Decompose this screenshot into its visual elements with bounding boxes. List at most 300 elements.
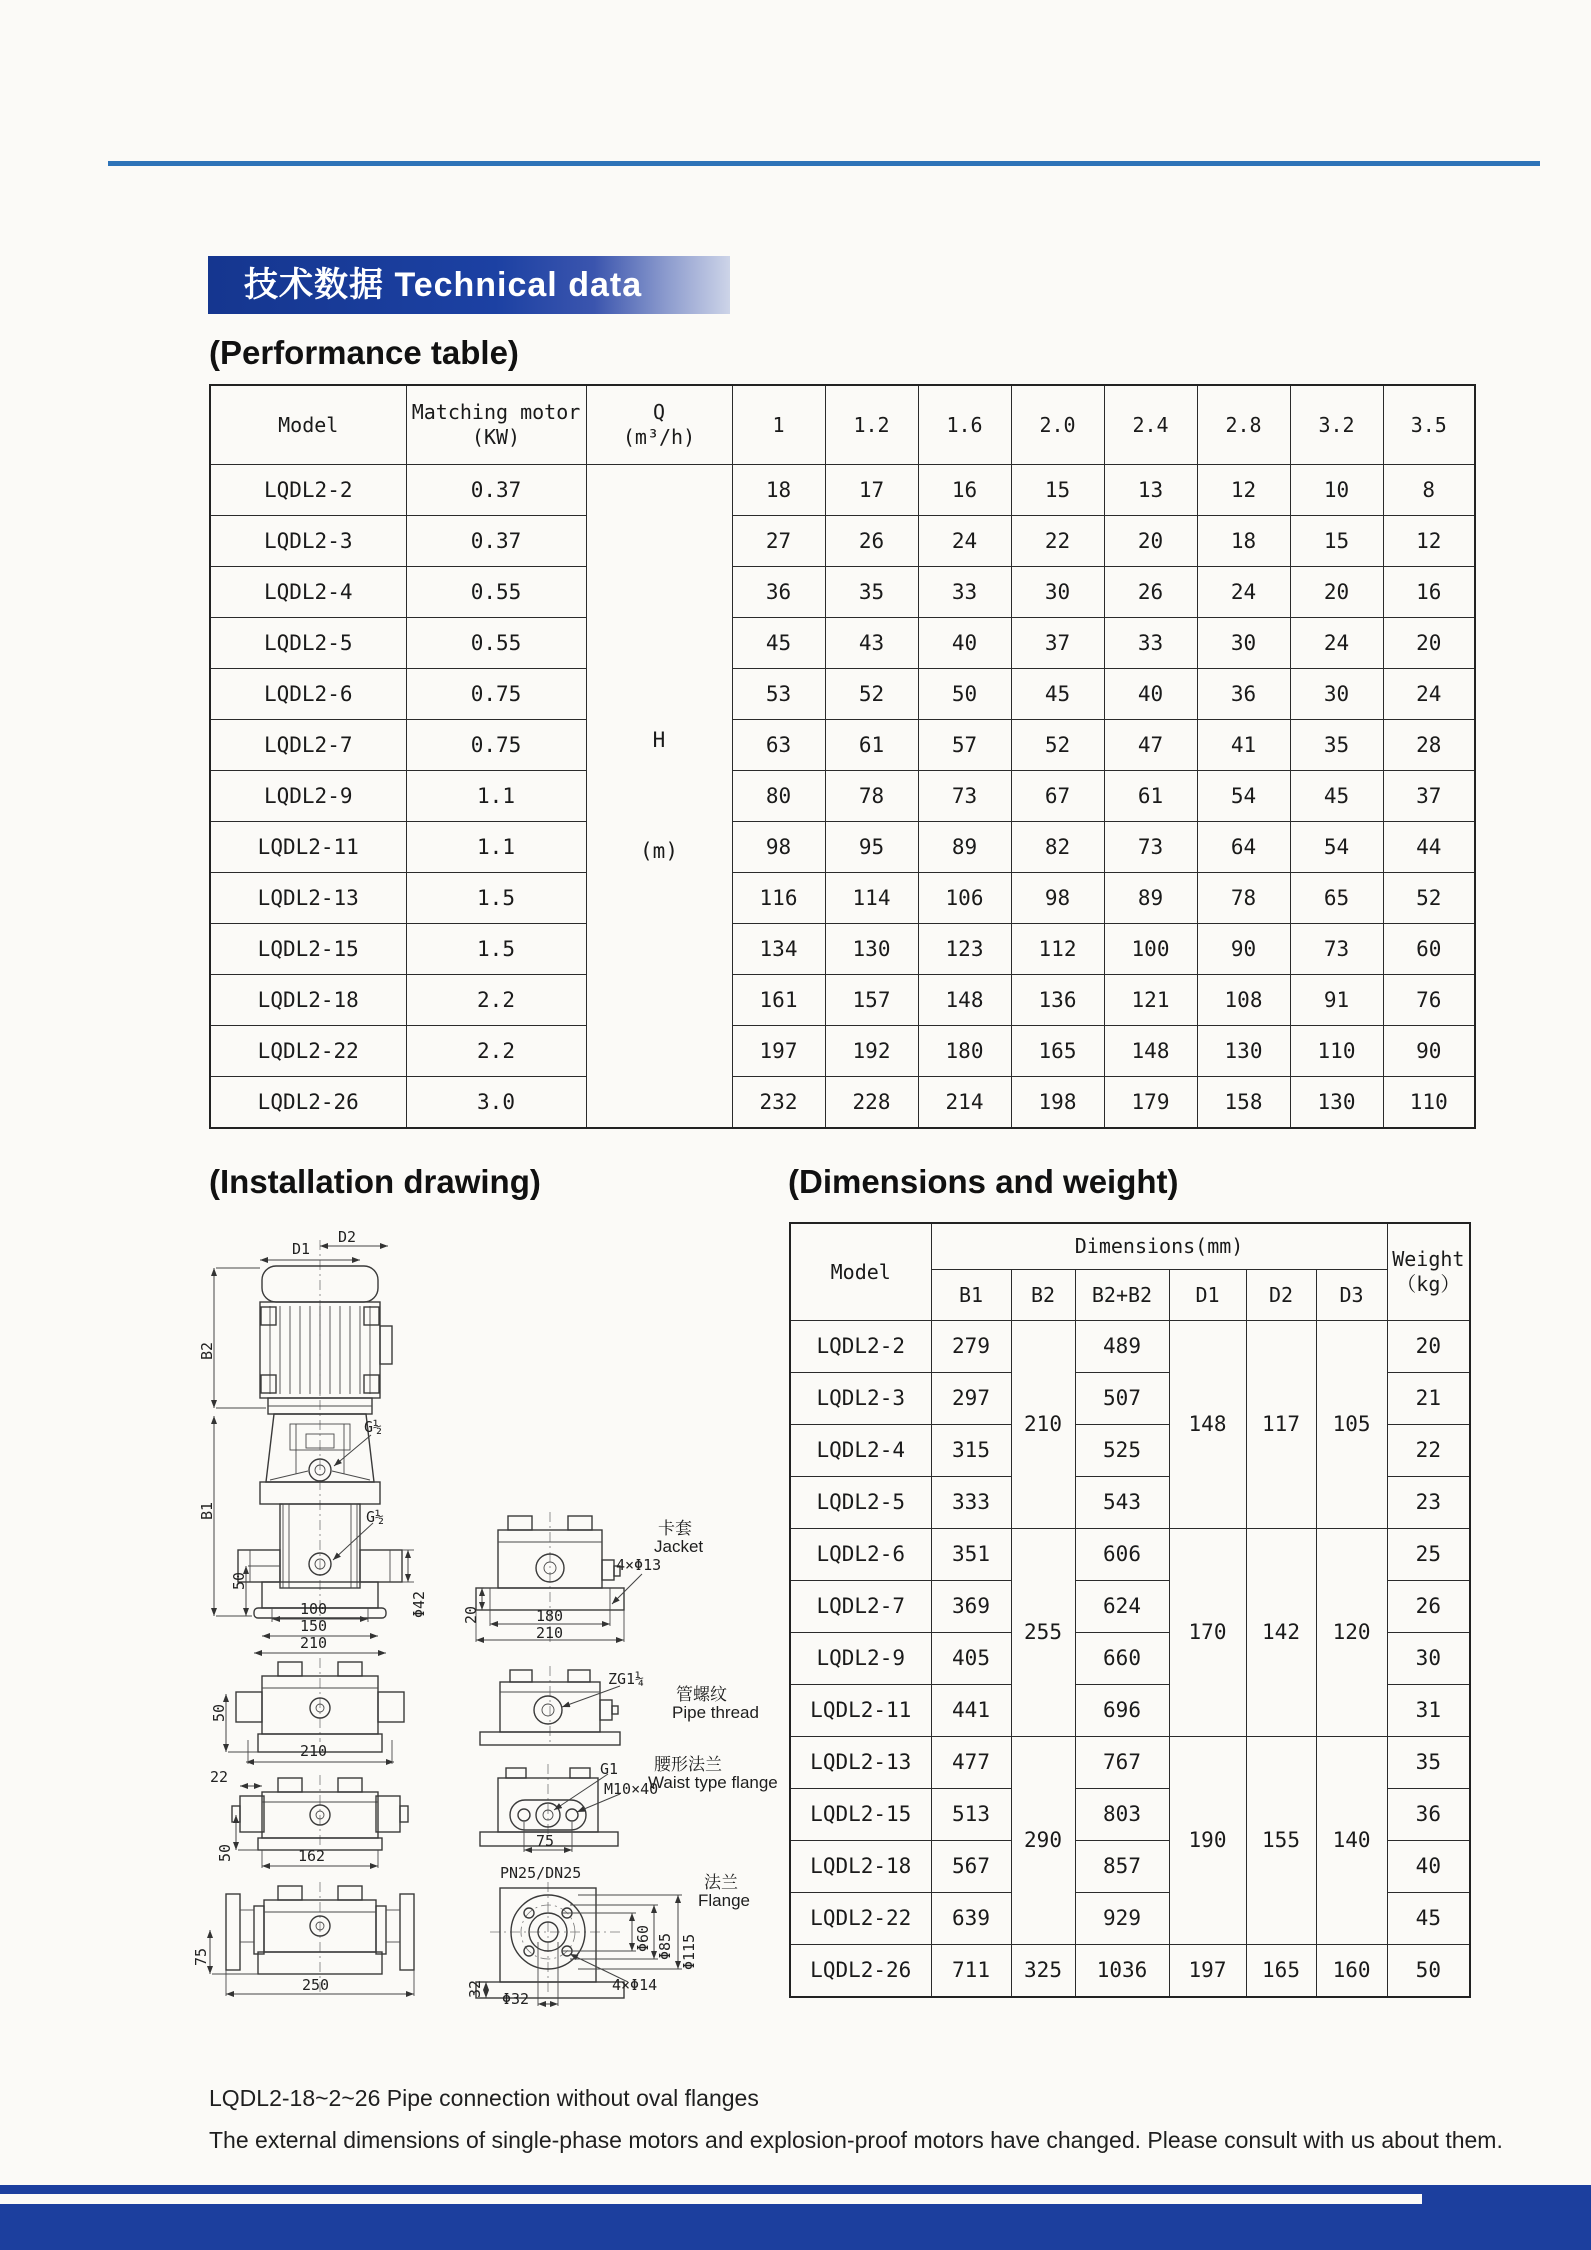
col-header-weight — [1387, 1223, 1470, 1320]
cell-head-value: 90 — [1197, 924, 1290, 975]
cell-motor-kw: 1.1 — [406, 822, 586, 873]
performance-row — [210, 720, 1475, 771]
cell-b1: 405 — [931, 1632, 1011, 1684]
cell-model: LQDL2-2 — [790, 1320, 931, 1372]
cell-head-value: 165 — [1011, 1026, 1104, 1077]
cell-head-value: 20 — [1290, 567, 1383, 618]
col-header-dim: D3 — [1316, 1269, 1387, 1320]
cell-head-value: 73 — [918, 771, 1011, 822]
cell-model: LQDL2-6 — [790, 1528, 931, 1580]
weight-header-line2: （kg） — [1396, 1271, 1461, 1296]
cell-b1: 279 — [931, 1320, 1011, 1372]
cell-motor-kw: 0.55 — [406, 618, 586, 669]
drawing-label-waist-en: Waist type flange — [648, 1773, 778, 1792]
cell-head-value: 40 — [918, 618, 1011, 669]
cell-model: LQDL2-18 — [210, 975, 406, 1026]
drawing-label-jacket-en: Jacket — [654, 1537, 704, 1556]
cell-model: LQDL2-5 — [210, 618, 406, 669]
cell-head-value: 24 — [1197, 567, 1290, 618]
cell-motor-kw: 1.1 — [406, 771, 586, 822]
cell-d3: 140 — [1316, 1736, 1387, 1944]
cell-model: LQDL2-11 — [790, 1684, 931, 1736]
performance-row — [210, 1077, 1475, 1129]
performance-row — [210, 771, 1475, 822]
cell-weight: 35 — [1387, 1736, 1470, 1788]
performance-row — [210, 1026, 1475, 1077]
head-unit: (m) — [640, 839, 678, 863]
cell-model: LQDL2-4 — [210, 567, 406, 618]
col-header-dim: D1 — [1169, 1269, 1246, 1320]
cell-b1: 711 — [931, 1944, 1011, 1997]
cell-b1: 333 — [931, 1476, 1011, 1528]
main-pump-view — [214, 1240, 414, 1653]
cell-head-value: 52 — [1383, 873, 1475, 924]
dimensions-table — [789, 1222, 1471, 1998]
cell-head-value: 54 — [1290, 822, 1383, 873]
cell-head-unit-label — [586, 465, 732, 1129]
cell-model: LQDL2-26 — [210, 1077, 406, 1129]
cell-head-value: 73 — [1104, 822, 1197, 873]
cell-b2b2: 624 — [1075, 1580, 1169, 1632]
performance-row — [210, 822, 1475, 873]
cell-head-value: 80 — [732, 771, 825, 822]
cell-d3: 160 — [1316, 1944, 1387, 1997]
cell-model: LQDL2-22 — [790, 1892, 931, 1944]
cell-head-value: 52 — [825, 669, 918, 720]
cell-model: LQDL2-18 — [790, 1840, 931, 1892]
col-header-flow-value: 3.2 — [1290, 385, 1383, 465]
col-header-flow-value: 2.4 — [1104, 385, 1197, 465]
cell-head-value: 65 — [1290, 873, 1383, 924]
cell-head-value: 45 — [732, 618, 825, 669]
cell-head-value: 110 — [1290, 1026, 1383, 1077]
cell-model: LQDL2-5 — [790, 1476, 931, 1528]
cell-head-value: 63 — [732, 720, 825, 771]
footer-band — [0, 2185, 1591, 2250]
cell-motor-kw: 2.2 — [406, 1026, 586, 1077]
cell-head-value: 136 — [1011, 975, 1104, 1026]
col-header-flow-value: 1.6 — [918, 385, 1011, 465]
cell-head-value: 192 — [825, 1026, 918, 1077]
cell-head-value: 47 — [1104, 720, 1197, 771]
drawing-label-dim-250: 250 — [302, 1976, 330, 1994]
cell-head-value: 22 — [1011, 516, 1104, 567]
cell-b2b2: 606 — [1075, 1528, 1169, 1580]
cell-head-value: 67 — [1011, 771, 1104, 822]
drawing-label-phi-115: Φ115 — [680, 1933, 698, 1970]
footnote-motor-dimensions: The external dimensions of single-phase motors and explosion-proof motors have changed. Please consult with us about them. — [209, 2127, 1503, 2153]
drawing-label-jacket-cn: 卡套 — [658, 1519, 692, 1538]
cell-head-value: 57 — [918, 720, 1011, 771]
cell-head-value: 95 — [825, 822, 918, 873]
drawing-label-dim-50-b: 50 — [216, 1843, 234, 1862]
top-divider-line — [108, 161, 1540, 166]
cell-head-value: 33 — [1104, 618, 1197, 669]
cell-head-value: 214 — [918, 1077, 1011, 1129]
dimensions-section-title: (Dimensions and weight) — [788, 1163, 1179, 1200]
dimensions-row — [790, 1528, 1470, 1580]
cell-motor-kw: 0.75 — [406, 720, 586, 771]
cell-b1: 639 — [931, 1892, 1011, 1944]
drawing-label-pipe-thread-en: Pipe thread — [672, 1703, 759, 1722]
performance-row — [210, 924, 1475, 975]
cell-head-value: 121 — [1104, 975, 1197, 1026]
cell-model: LQDL2-26 — [790, 1944, 931, 1997]
col-header-flow-value: 1.2 — [825, 385, 918, 465]
cell-b1: 513 — [931, 1788, 1011, 1840]
cell-head-value: 44 — [1383, 822, 1475, 873]
drawing-label-bolts-4x13: 4×Φ13 — [616, 1556, 662, 1574]
cell-head-value: 45 — [1290, 771, 1383, 822]
cell-d1: 170 — [1169, 1528, 1246, 1736]
drawing-label-b2: B2 — [198, 1341, 216, 1360]
drawing-label-dim-75-m: 75 — [536, 1832, 555, 1850]
cell-d2: 155 — [1246, 1736, 1316, 1944]
cell-head-value: 89 — [918, 822, 1011, 873]
cell-d1: 197 — [1169, 1944, 1246, 1997]
cell-head-value: 158 — [1197, 1077, 1290, 1129]
cell-head-value: 30 — [1290, 669, 1383, 720]
cell-weight: 30 — [1387, 1632, 1470, 1684]
cell-head-value: 76 — [1383, 975, 1475, 1026]
drawing-label-flange-cn: 法兰 — [704, 1873, 738, 1892]
cell-head-value: 16 — [1383, 567, 1475, 618]
cell-head-value: 228 — [825, 1077, 918, 1129]
cell-b1: 315 — [931, 1424, 1011, 1476]
cell-head-value: 15 — [1290, 516, 1383, 567]
installation-section-title: (Installation drawing) — [209, 1163, 541, 1200]
cell-motor-kw: 3.0 — [406, 1077, 586, 1129]
drawing-label-waist-cn: 腰形法兰 — [654, 1755, 722, 1774]
cell-head-value: 45 — [1011, 669, 1104, 720]
cell-weight: 23 — [1387, 1476, 1470, 1528]
cell-b1: 297 — [931, 1372, 1011, 1424]
dimensions-header-row1 — [790, 1223, 1470, 1269]
cell-head-value: 13 — [1104, 465, 1197, 516]
drawing-label-phi-85: Φ85 — [656, 1932, 674, 1960]
cell-model: LQDL2-4 — [790, 1424, 931, 1476]
cell-head-value: 90 — [1383, 1026, 1475, 1077]
cell-weight: 50 — [1387, 1944, 1470, 1997]
cell-b1: 369 — [931, 1580, 1011, 1632]
cell-head-value: 36 — [1197, 669, 1290, 720]
cell-head-value: 110 — [1383, 1077, 1475, 1129]
drawing-label-dim-32: 32 — [466, 1979, 484, 1998]
cell-b1: 477 — [931, 1736, 1011, 1788]
cell-head-value: 108 — [1197, 975, 1290, 1026]
drawing-label-dim-75-c: 75 — [192, 1947, 210, 1966]
cell-head-value: 61 — [1104, 771, 1197, 822]
cell-head-value: 100 — [1104, 924, 1197, 975]
drawing-label-b1: B1 — [198, 1501, 216, 1520]
cell-head-value: 37 — [1383, 771, 1475, 822]
drawing-label-m10x40: M10×40 — [604, 1780, 659, 1798]
col-header-flow-q — [586, 385, 732, 465]
q-header-line2: (m³/h) — [622, 425, 696, 449]
performance-row — [210, 465, 1475, 516]
cell-head-value: 16 — [918, 465, 1011, 516]
cell-head-value: 33 — [918, 567, 1011, 618]
drawing-label-d2: D2 — [338, 1228, 357, 1246]
cell-d3: 105 — [1316, 1320, 1387, 1528]
col-header-model: Model — [790, 1223, 931, 1320]
drawing-label-dim-22: 22 — [210, 1768, 229, 1786]
cell-head-value: 35 — [825, 567, 918, 618]
cell-weight: 26 — [1387, 1580, 1470, 1632]
cell-head-value: 114 — [825, 873, 918, 924]
cell-motor-kw: 0.75 — [406, 669, 586, 720]
drawing-label-dim-50-main: 50 — [230, 1571, 248, 1590]
cell-head-value: 98 — [1011, 873, 1104, 924]
drawing-label-dim-150: 150 — [300, 1617, 328, 1635]
installation-drawing-panel — [150, 1230, 795, 2065]
cell-motor-kw: 2.2 — [406, 975, 586, 1026]
cell-model: LQDL2-15 — [210, 924, 406, 975]
cell-b2: 290 — [1011, 1736, 1075, 1944]
drawing-label-pn25: PN25/DN25 — [500, 1864, 582, 1882]
cell-head-value: 15 — [1011, 465, 1104, 516]
cell-head-value: 106 — [918, 873, 1011, 924]
q-header-line1: Q — [652, 400, 666, 424]
cell-head-value: 50 — [918, 669, 1011, 720]
cell-b1: 441 — [931, 1684, 1011, 1736]
pipe-thread-view — [480, 1666, 620, 1745]
cell-model: LQDL2-3 — [210, 516, 406, 567]
drawing-label-dim-100: 100 — [300, 1600, 328, 1618]
col-header-flow-value: 2.8 — [1197, 385, 1290, 465]
drawing-label-dim-180: 180 — [536, 1607, 564, 1625]
cell-motor-kw: 0.37 — [406, 465, 586, 516]
cell-b2b2: 489 — [1075, 1320, 1169, 1372]
cell-d1: 148 — [1169, 1320, 1246, 1528]
cell-head-value: 28 — [1383, 720, 1475, 771]
cell-b2b2: 929 — [1075, 1892, 1169, 1944]
cell-model: LQDL2-9 — [790, 1632, 931, 1684]
dimensions-row — [790, 1320, 1470, 1372]
cell-model: LQDL2-22 — [210, 1026, 406, 1077]
cell-head-value: 157 — [825, 975, 918, 1026]
cell-weight: 40 — [1387, 1840, 1470, 1892]
cell-head-value: 89 — [1104, 873, 1197, 924]
motor-header-line1: Matching motor — [411, 400, 581, 424]
cell-head-value: 20 — [1383, 618, 1475, 669]
drawing-label-phi-60: Φ60 — [634, 1924, 652, 1952]
performance-row — [210, 669, 1475, 720]
cell-head-value: 52 — [1011, 720, 1104, 771]
col-header-flow-value: 3.5 — [1383, 385, 1475, 465]
col-header-dim: B2+B2 — [1075, 1269, 1169, 1320]
head-label: H — [652, 727, 666, 752]
cell-head-value: 73 — [1290, 924, 1383, 975]
cell-b2b2: 803 — [1075, 1788, 1169, 1840]
cell-b2: 210 — [1011, 1320, 1075, 1528]
cell-d3: 120 — [1316, 1528, 1387, 1736]
cell-motor-kw: 0.55 — [406, 567, 586, 618]
cell-model: LQDL2-7 — [790, 1580, 931, 1632]
cell-head-value: 37 — [1011, 618, 1104, 669]
cell-head-value: 78 — [825, 771, 918, 822]
drawing-label-d1: D1 — [292, 1240, 311, 1258]
dimensions-row — [790, 1944, 1470, 1997]
cell-weight: 45 — [1387, 1892, 1470, 1944]
cell-head-value: 17 — [825, 465, 918, 516]
drawing-label-dim-210-main: 210 — [300, 1634, 328, 1652]
weight-header-line1: Weight — [1392, 1246, 1465, 1271]
cell-head-value: 24 — [1290, 618, 1383, 669]
performance-table — [209, 384, 1476, 1129]
cell-head-value: 18 — [1197, 516, 1290, 567]
col-header-flow-value: 2.0 — [1011, 385, 1104, 465]
dimensions-row — [790, 1736, 1470, 1788]
cell-head-value: 30 — [1011, 567, 1104, 618]
cell-b1: 351 — [931, 1528, 1011, 1580]
col-header-flow-value: 1 — [732, 385, 825, 465]
cell-motor-kw: 0.37 — [406, 516, 586, 567]
drawing-label-pipe-thread-cn: 管螺纹 — [676, 1685, 727, 1704]
performance-row — [210, 873, 1475, 924]
cell-head-value: 54 — [1197, 771, 1290, 822]
drawing-label-flange-en: Flange — [698, 1891, 750, 1910]
cell-head-value: 148 — [918, 975, 1011, 1026]
drawing-label-g-half-top: G½ — [364, 1418, 383, 1436]
cell-head-value: 41 — [1197, 720, 1290, 771]
cell-head-value: 179 — [1104, 1077, 1197, 1129]
cell-head-value: 27 — [732, 516, 825, 567]
cell-head-value: 134 — [732, 924, 825, 975]
cell-head-value: 36 — [732, 567, 825, 618]
cell-motor-kw: 1.5 — [406, 924, 586, 975]
cell-b1: 567 — [931, 1840, 1011, 1892]
cell-head-value: 116 — [732, 873, 825, 924]
cell-weight: 20 — [1387, 1320, 1470, 1372]
cell-head-value: 161 — [732, 975, 825, 1026]
drawing-label-zg114: ZG1¼ — [608, 1670, 645, 1688]
cell-b2b2: 525 — [1075, 1424, 1169, 1476]
drawing-label-dim-50-a: 50 — [210, 1703, 228, 1722]
cell-head-value: 198 — [1011, 1077, 1104, 1129]
cell-head-value: 61 — [825, 720, 918, 771]
col-header-dim: D2 — [1246, 1269, 1316, 1320]
cell-b2b2: 507 — [1075, 1372, 1169, 1424]
cell-head-value: 98 — [732, 822, 825, 873]
cell-head-value: 12 — [1383, 516, 1475, 567]
section-header-bar — [208, 256, 730, 314]
cell-model: LQDL2-7 — [210, 720, 406, 771]
cell-model: LQDL2-6 — [210, 669, 406, 720]
cell-b2b2: 660 — [1075, 1632, 1169, 1684]
cell-d2: 142 — [1246, 1528, 1316, 1736]
cell-d2: 165 — [1246, 1944, 1316, 1997]
cell-model: LQDL2-9 — [210, 771, 406, 822]
cell-model: LQDL2-13 — [790, 1736, 931, 1788]
cell-model: LQDL2-15 — [790, 1788, 931, 1840]
cell-head-value: 43 — [825, 618, 918, 669]
cell-head-value: 60 — [1383, 924, 1475, 975]
performance-row — [210, 975, 1475, 1026]
drawing-label-g-half-bottom: G½ — [366, 1508, 385, 1526]
drawing-label-dim-162: 162 — [298, 1847, 326, 1865]
cell-weight: 31 — [1387, 1684, 1470, 1736]
cell-head-value: 12 — [1197, 465, 1290, 516]
cell-head-value: 26 — [825, 516, 918, 567]
performance-header-row — [210, 385, 1475, 465]
cell-d2: 117 — [1246, 1320, 1316, 1528]
cell-head-value: 64 — [1197, 822, 1290, 873]
cell-head-value: 232 — [732, 1077, 825, 1129]
cell-head-value: 180 — [918, 1026, 1011, 1077]
cell-d1: 190 — [1169, 1736, 1246, 1944]
cell-head-value: 91 — [1290, 975, 1383, 1026]
cell-model: LQDL2-2 — [210, 465, 406, 516]
cell-head-value: 10 — [1290, 465, 1383, 516]
cell-b2b2: 857 — [1075, 1840, 1169, 1892]
cell-head-value: 130 — [825, 924, 918, 975]
drawing-label-dim-210-m: 210 — [536, 1624, 564, 1642]
drawing-label-dim-210-a: 210 — [300, 1742, 328, 1760]
col-header-model: Model — [210, 385, 406, 465]
cell-weight: 22 — [1387, 1424, 1470, 1476]
col-header-dim: B1 — [931, 1269, 1011, 1320]
cell-b2b2: 543 — [1075, 1476, 1169, 1528]
footnote-pipe-connection: LQDL2-18~2~26 Pipe connection without oval flanges — [209, 2085, 759, 2111]
cell-head-value: 197 — [732, 1026, 825, 1077]
cell-b2: 255 — [1011, 1528, 1075, 1736]
cell-head-value: 130 — [1290, 1077, 1383, 1129]
motor-header-line2: (KW) — [471, 425, 521, 449]
cell-head-value: 35 — [1290, 720, 1383, 771]
col-header-matching-motor — [406, 385, 586, 465]
cell-head-value: 24 — [1383, 669, 1475, 720]
cell-head-value: 24 — [918, 516, 1011, 567]
cell-head-value: 78 — [1197, 873, 1290, 924]
cell-weight: 21 — [1387, 1372, 1470, 1424]
cell-head-value: 18 — [732, 465, 825, 516]
section-header-title: 技术数据 Technical data — [244, 266, 643, 304]
drawing-label-phi-32: Φ32 — [502, 1990, 530, 2008]
performance-row — [210, 618, 1475, 669]
performance-row — [210, 567, 1475, 618]
cell-head-value: 53 — [732, 669, 825, 720]
footer-band-gap — [0, 2194, 1422, 2204]
col-header-dimensions-group: Dimensions(mm) — [931, 1223, 1387, 1269]
cell-motor-kw: 1.5 — [406, 873, 586, 924]
cell-weight: 25 — [1387, 1528, 1470, 1580]
cell-head-value: 40 — [1104, 669, 1197, 720]
head-label-gap — [587, 753, 732, 839]
cell-b2b2: 767 — [1075, 1736, 1169, 1788]
cell-head-value: 30 — [1197, 618, 1290, 669]
drawing-label-phi-42: Φ42 — [410, 1590, 428, 1618]
drawing-label-bolts-4x14: 4×Φ14 — [612, 1976, 658, 1994]
performance-row — [210, 516, 1475, 567]
cell-head-value: 130 — [1197, 1026, 1290, 1077]
col-header-dim: B2 — [1011, 1269, 1075, 1320]
cell-head-value: 8 — [1383, 465, 1475, 516]
performance-section-title: (Performance table) — [209, 334, 519, 371]
cell-weight: 36 — [1387, 1788, 1470, 1840]
cell-head-value: 26 — [1104, 567, 1197, 618]
cell-head-value: 148 — [1104, 1026, 1197, 1077]
cell-model: LQDL2-13 — [210, 873, 406, 924]
cell-head-value: 82 — [1011, 822, 1104, 873]
cell-head-value: 123 — [918, 924, 1011, 975]
drawing-label-dim-20: 20 — [462, 1605, 480, 1624]
cell-head-value: 112 — [1011, 924, 1104, 975]
cell-b2: 325 — [1011, 1944, 1075, 1997]
cell-b2b2: 1036 — [1075, 1944, 1169, 1997]
drawing-label-g1: G1 — [600, 1760, 619, 1778]
installation-drawing-lineart — [150, 1230, 795, 2065]
